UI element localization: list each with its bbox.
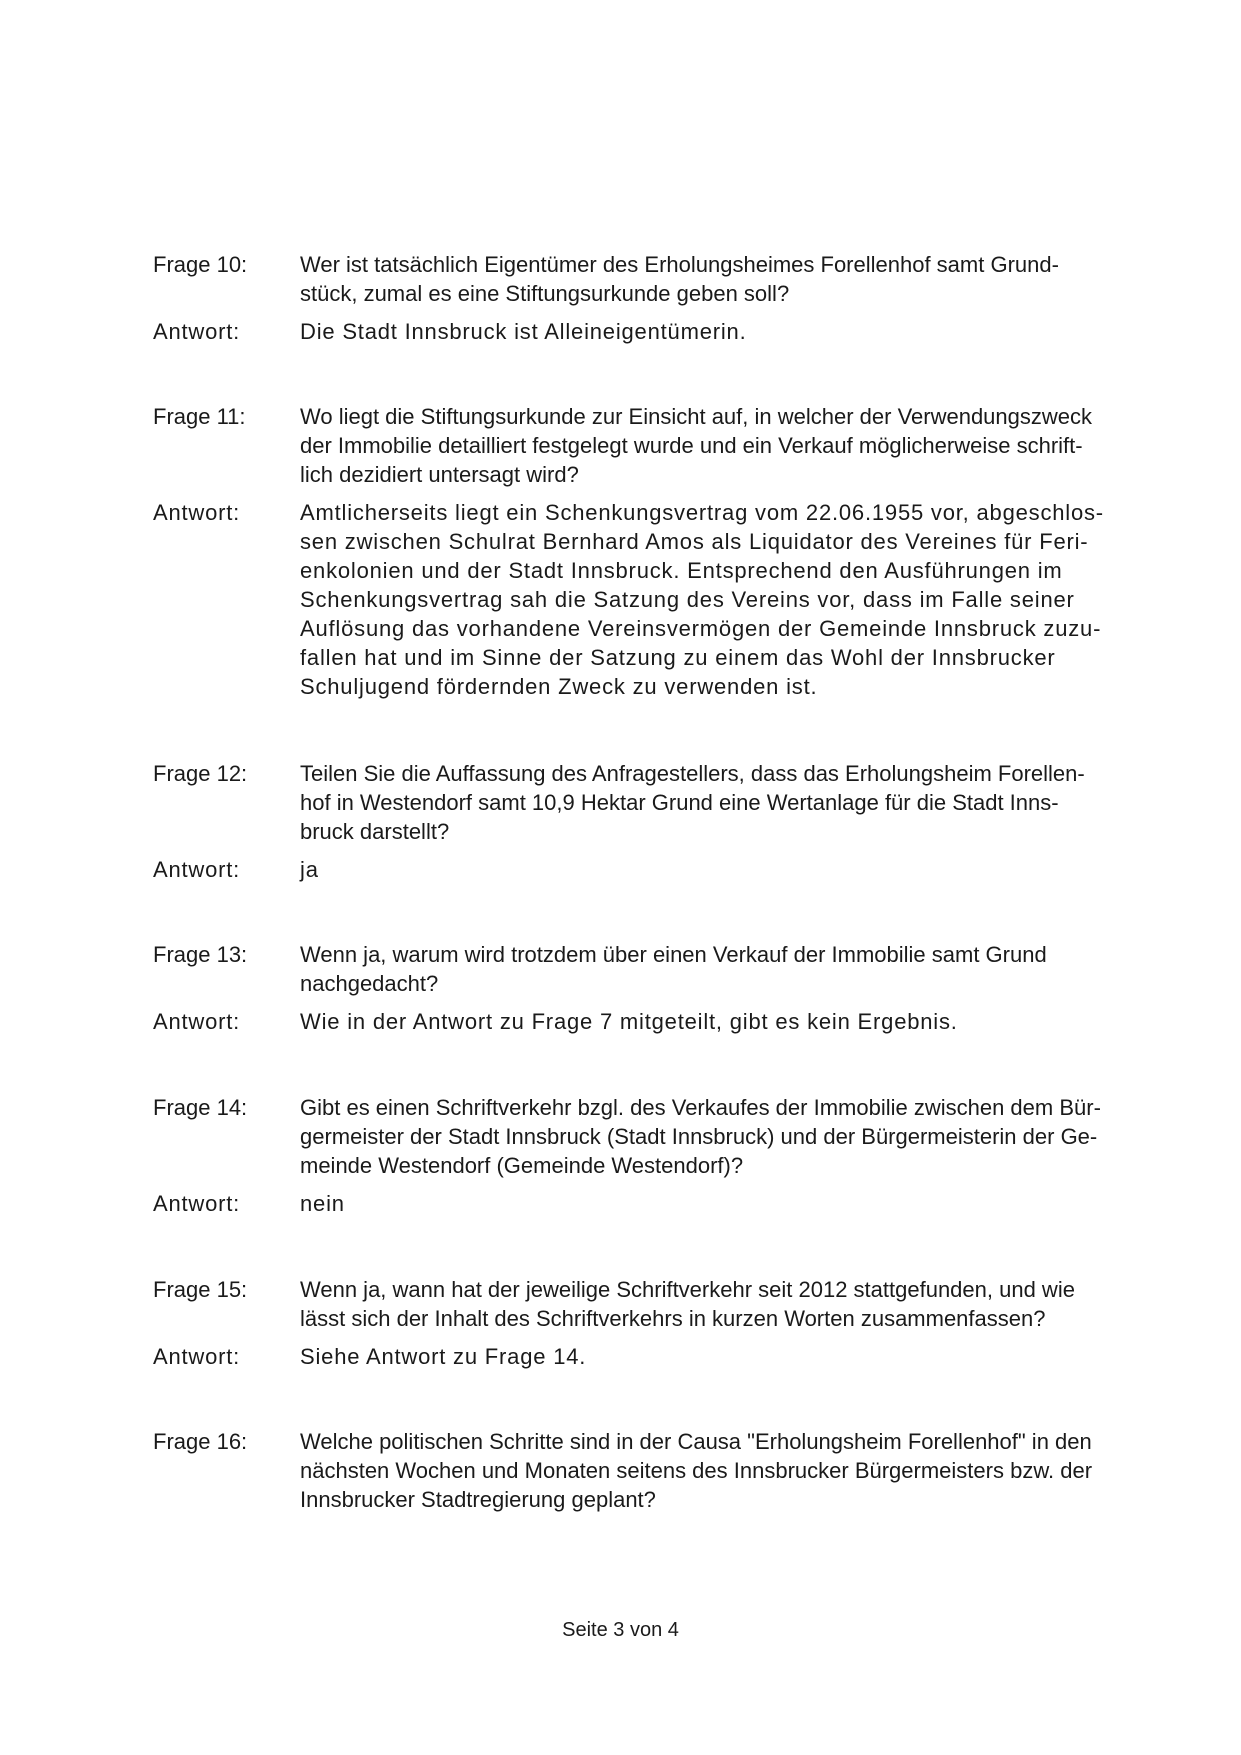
question-row (0, 402, 1241, 489)
qa-entry-15 (0, 1275, 1241, 1371)
answer-label: Antwort: (153, 1191, 241, 1216)
question-text: Gibt es einen Schriftverkehr bzgl. des Verkaufes der Immobilie zwischen dem Bür- germeister der Stadt Innsbruck (Stadt Innsbruck) und der Bürgermeisterin der Ge- meinde Westendorf (Gemeinde Westendorf)? (300, 1095, 1101, 1178)
question-label: Frage 12: (153, 761, 248, 786)
answer-text: Amtlicherseits liegt ein Schenkungsvertrag vom 22.06.1955 vor, abgeschlos- sen zwischen Schulrat Bernhard Amos als Liquidator des Vereines für Feri- enkolonien und der Stadt Innsbruck. Entsprechend den Ausführungen im Schenkungsvertrag sah die Satzung des Vereins vor, dass im Falle seiner Auflösung das vorhandene Vereinsvermögen der Gemeinde Innsbruck zuzu- fallen hat und im Sinne der Satzung zu einem das Wohl der Innsbrucker Schuljugend fördernden Zweck zu verwenden ist. (300, 500, 1104, 699)
answer-label: Antwort: (153, 1009, 241, 1034)
question-label: Frage 15: (153, 1277, 248, 1302)
question-text: Welche politischen Schritte sind in der Causa "Erholungsheim Forellenhof" in den nächsten Wochen und Monaten seitens des Innsbrucker Bürgermeisters bzw. der Innsbrucker Stadtregierung geplant? (300, 1429, 1093, 1512)
question-text: Teilen Sie die Auffassung des Anfragestellers, dass das Erholungsheim Forellen- hof in Westendorf samt 10,9 Hektar Grund eine Wertanlage für die Stadt Inns- bruck darstellt? (300, 761, 1085, 844)
answer-label: Antwort: (153, 1344, 241, 1369)
answer-row (0, 498, 1241, 701)
answer-text: nein (300, 1191, 345, 1216)
answer-text: Siehe Antwort zu Frage 14. (300, 1344, 587, 1369)
question-label: Frage 10: (153, 252, 248, 277)
answer-row (0, 317, 1241, 346)
answer-text: Wie in der Antwort zu Frage 7 mitgeteilt, gibt es kein Ergebnis. (300, 1009, 958, 1034)
question-label: Frage 14: (153, 1095, 248, 1120)
answer-label: Antwort: (153, 500, 241, 525)
question-text: Wo liegt die Stiftungsurkunde zur Einsicht auf, in welcher der Verwendungszweck der Immobilie detailliert festgelegt wurde und ein Verkauf möglicherweise schrift- lich dezidiert untersagt wird? (300, 404, 1093, 487)
question-label: Frage 13: (153, 942, 248, 967)
qa-entry-12 (0, 759, 1241, 884)
qa-entry-11 (0, 402, 1241, 701)
question-text: Wenn ja, wann hat der jeweilige Schriftverkehr seit 2012 stattgefunden, und wie lässt sich der Inhalt des Schriftverkehrs in kurzen Worten zusammenfassen? (300, 1277, 1075, 1331)
answer-row (0, 1007, 1241, 1036)
qa-entry-10 (0, 250, 1241, 346)
question-row (0, 1427, 1241, 1514)
answer-text: Die Stadt Innsbruck ist Alleineigentümerin. (300, 319, 747, 344)
question-label: Frage 11: (153, 404, 246, 429)
answer-label: Antwort: (153, 857, 241, 882)
question-text: Wer ist tatsächlich Eigentümer des Erholungsheimes Forellenhof samt Grund- stück, zumal es eine Stiftungsurkunde geben soll? (300, 252, 1059, 306)
answer-row (0, 855, 1241, 884)
question-row (0, 250, 1241, 308)
answer-row (0, 1189, 1241, 1218)
question-label: Frage 16: (153, 1429, 248, 1454)
answer-row (0, 1342, 1241, 1371)
page-footer: Seite 3 von 4 (562, 1619, 679, 1641)
qa-entry-14 (0, 1093, 1241, 1218)
question-row (0, 940, 1241, 998)
qa-entry-13 (0, 940, 1241, 1036)
question-text: Wenn ja, warum wird trotzdem über einen Verkauf der Immobilie samt Grund nachgedacht? (300, 942, 1047, 996)
answer-label: Antwort: (153, 319, 241, 344)
answer-text: ja (300, 857, 319, 882)
qa-entry-16 (0, 1427, 1241, 1514)
question-row (0, 759, 1241, 846)
question-row (0, 1093, 1241, 1180)
question-row (0, 1275, 1241, 1333)
